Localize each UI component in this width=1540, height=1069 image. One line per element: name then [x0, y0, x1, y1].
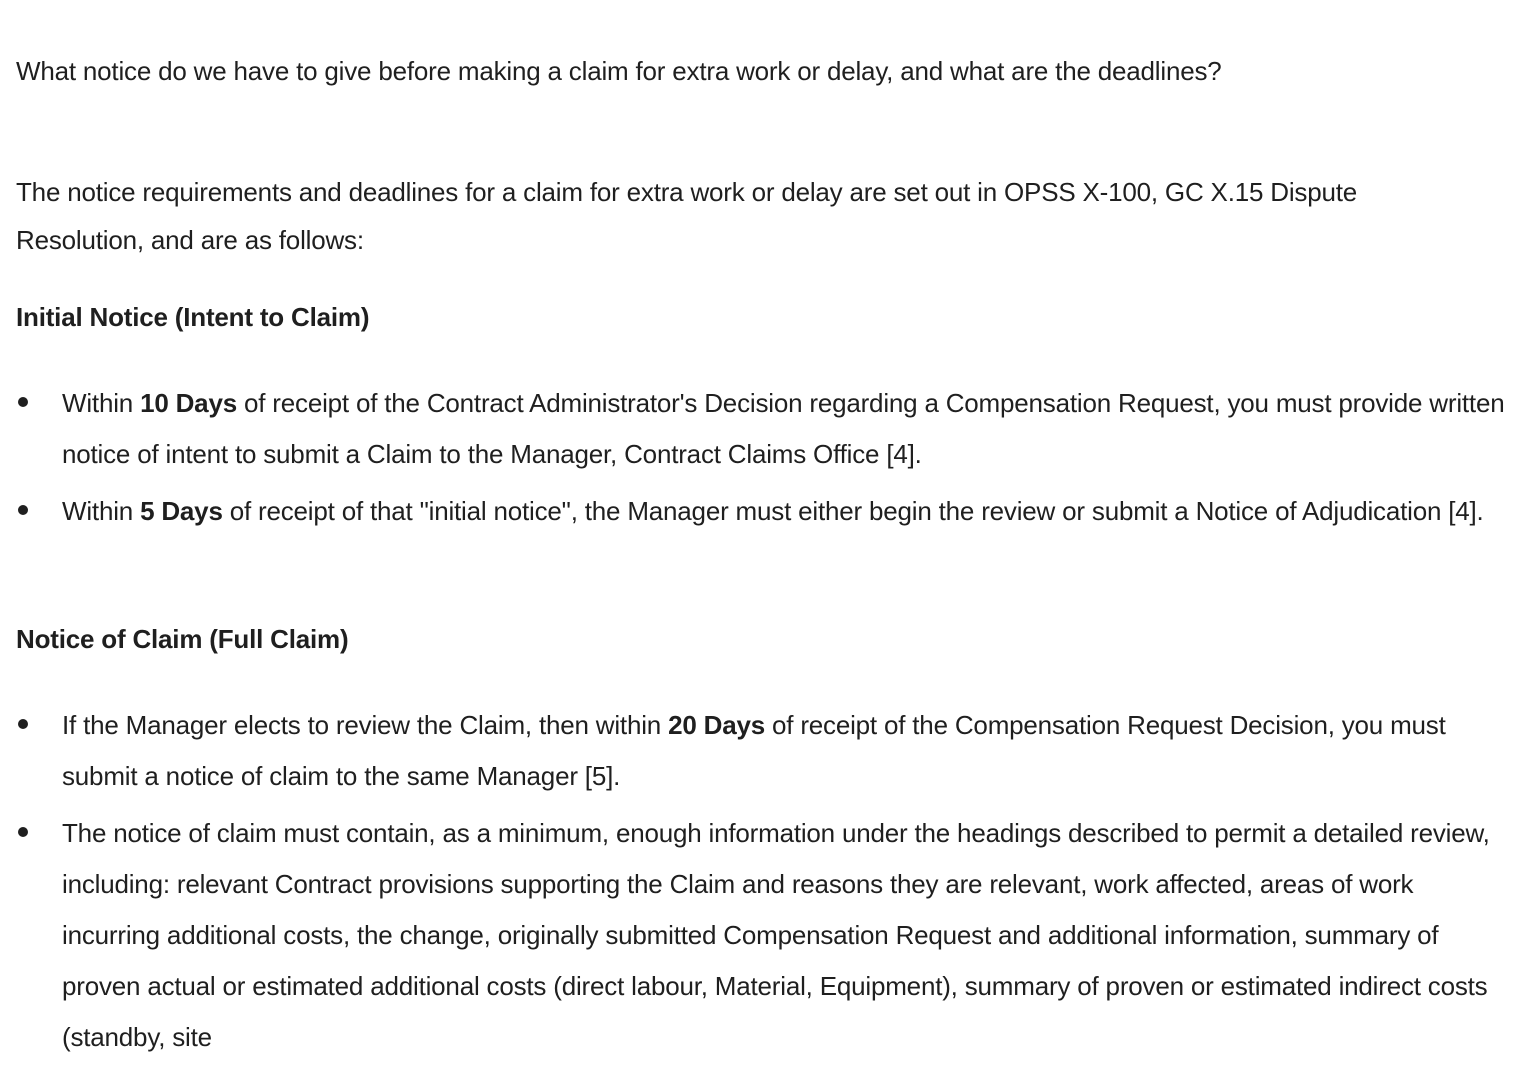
- list-item-text-pre: If the Manager elects to review the Claim, then within: [62, 710, 669, 740]
- list-item: [16, 378, 1516, 480]
- list-item-text-post: of receipt of that "initial notice", the Manager must either begin the review or submit a Notice of Adjudication [4].: [222, 496, 1484, 526]
- deadline-emphasis: 10 Days: [140, 388, 237, 418]
- list-item: [16, 808, 1516, 1063]
- section-heading-notice-of-claim: Notice of Claim (Full Claim): [16, 624, 349, 654]
- bullet-icon: [18, 505, 28, 515]
- initial-notice-list: [16, 378, 1516, 543]
- list-item-text-pre: The notice of claim must contain, as a minimum, enough information under the headings described to permit a detailed review, including: relevant Contract provisions supporting the Claim and reasons they are relevant, work affected, areas of work incurring additional costs, the change, originally submitted Compensation Request and additional information, summary of proven actual or estimated additional costs (direct labour, Material, Equipment), summary of proven or estimated indirect costs (standby, site: [62, 818, 1490, 1052]
- list-item: [16, 486, 1516, 537]
- bullet-icon: [18, 719, 28, 729]
- deadline-emphasis: 5 Days: [140, 496, 223, 526]
- list-item-text-pre: Within: [62, 496, 141, 526]
- list-item: [16, 700, 1516, 802]
- answer-intro: The notice requirements and deadlines for a claim for extra work or delay are set out in OPSS X-100, GC X.15 Dispute Resolution, and are as follows:: [16, 177, 1358, 255]
- bullet-icon: [18, 827, 28, 837]
- deadline-emphasis: 20 Days: [668, 710, 765, 740]
- list-item-text-post: of receipt of the Contract Administrator's Decision regarding a Compensation Request, you must provide written notice of intent to submit a Claim to the Manager, Contract Claims Office [4].: [62, 388, 1505, 469]
- section-heading-initial-notice: Initial Notice (Intent to Claim): [16, 302, 370, 332]
- user-question: What notice do we have to give before making a claim for extra work or delay, and what are the deadlines?: [16, 56, 1222, 86]
- notice-of-claim-list: [16, 700, 1516, 1069]
- bullet-icon: [18, 397, 28, 407]
- list-item-text-post: of receipt of the Compensation Request Decision, you must submit a notice of claim to the same Manager [5].: [62, 710, 1446, 791]
- list-item-text-pre: Within: [62, 388, 141, 418]
